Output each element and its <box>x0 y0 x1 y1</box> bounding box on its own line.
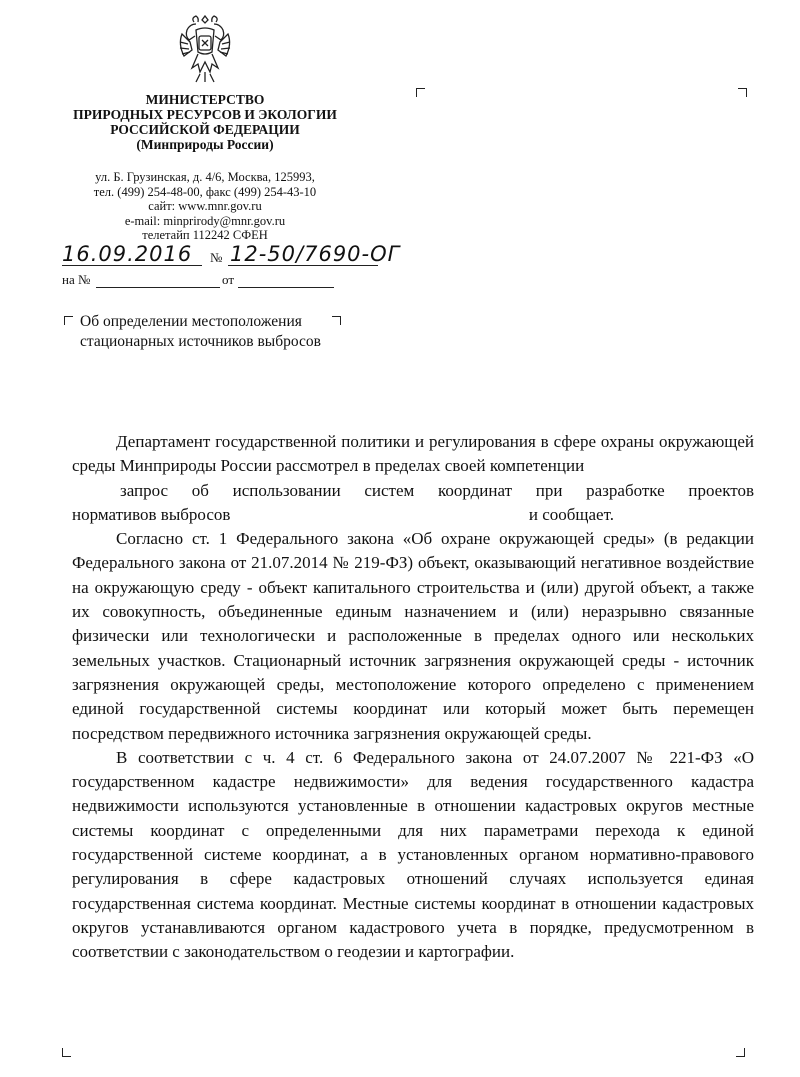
telex: телетайп 112242 СФЕН <box>142 228 268 242</box>
page-corner-bottom-left <box>62 1048 71 1057</box>
address: ул. Б. Грузинская, д. 4/6, Москва, 125993, <box>95 170 315 184</box>
subject-line-1: Об определении местоположения <box>80 313 302 330</box>
number-label: № <box>210 250 223 265</box>
paragraph-1-text: Департамент государственной политики и регулирования в сфере охраны окружающей среды Минприроды России рассмотрел в пределах своей компетенции <box>72 432 754 476</box>
website: сайт: www.mnr.gov.ru <box>148 199 262 213</box>
subject-corner-left <box>64 316 73 325</box>
contacts-block <box>60 170 350 243</box>
reference-date-line <box>238 287 334 288</box>
reference-date-label: от <box>222 272 235 287</box>
number-underline <box>228 265 378 266</box>
handwritten-number: 12-50/7690-ОГ <box>230 242 401 266</box>
phone: тел. (499) 254-48-00, факс (499) 254-43-10 <box>93 184 317 199</box>
paragraph-1-fragment-b: и сообщает. <box>528 504 614 524</box>
paragraph-2: Согласно ст. 1 Федерального закона «Об охране окружающей среды» (в редакции Федерального закона от 21.07.2014 № 219-ФЗ) объект, оказывающий негативное воздействие на окружающую среду - объект капитального строительства и (или) другой объект, а также их совокупность, объединенные единым назначением и (или) неразрывно связанные физически или технологически и расположенные в пределах одного или нескольких земельных участков. Стационарный источник загрязнения окружающей среды - источник загрязнения окружающей среды, местоположение которого определено с применением единой государственной системы координат или который может быть перемещен посредством передвижного источника загрязнения окружающей среды. <box>72 529 754 743</box>
handwritten-date: 16.09.2016 <box>62 242 193 266</box>
paragraph-1 <box>72 430 754 479</box>
org-line-4: (Минприроды России) <box>136 137 274 152</box>
paragraph-1-line-3 <box>72 503 754 527</box>
page-corner-bottom-right <box>736 1048 745 1057</box>
address-corner-top-right <box>738 88 747 97</box>
ministry-name-block <box>60 92 350 152</box>
email: e-mail: minprirody@mnr.gov.ru <box>124 213 286 228</box>
address-corner-top-left <box>416 88 425 97</box>
org-line-3: РОССИЙСКОЙ ФЕДЕРАЦИИ <box>110 122 300 137</box>
paragraph-1-fragment-a: нормативов выбросов <box>72 504 231 524</box>
letter-body <box>72 430 754 965</box>
paragraph-3: В соответствии с ч. 4 ст. 6 Федерального закона от 24.07.2007 № 221-ФЗ «О государственном кадастре недвижимости» для ведения государственного кадастра недвижимости используются установленные в отношении кадастровых округов местные системы координат с определенными для них параметрами перехода к единой государственной системе координат, а в установленных органом нормативно-правового регулирования в сфере кадастровых отношений случаях используется единая государственная система координат. Местные системы координат в отношении кадастровых округов устанавливаются органом кадастрового учета в порядке, предусмотренном в соответствии с законодательством о геодезии и картографии. <box>72 747 754 962</box>
date-underline <box>62 265 202 266</box>
paragraph-1-line-2: запрос об использовании систем координат при разработке проектов <box>120 480 754 500</box>
letter-subject <box>80 312 340 352</box>
org-line-1: МИНИСТЕРСТВО <box>145 92 265 107</box>
org-line-2: ПРИРОДНЫХ РЕСУРСОВ И ЭКОЛОГИИ <box>73 107 337 122</box>
reference-number-line <box>96 287 220 288</box>
reference-number-label: на № <box>62 272 91 287</box>
subject-line-2: стационарных источников выбросов <box>80 333 321 350</box>
coat-of-arms-icon <box>176 12 234 86</box>
